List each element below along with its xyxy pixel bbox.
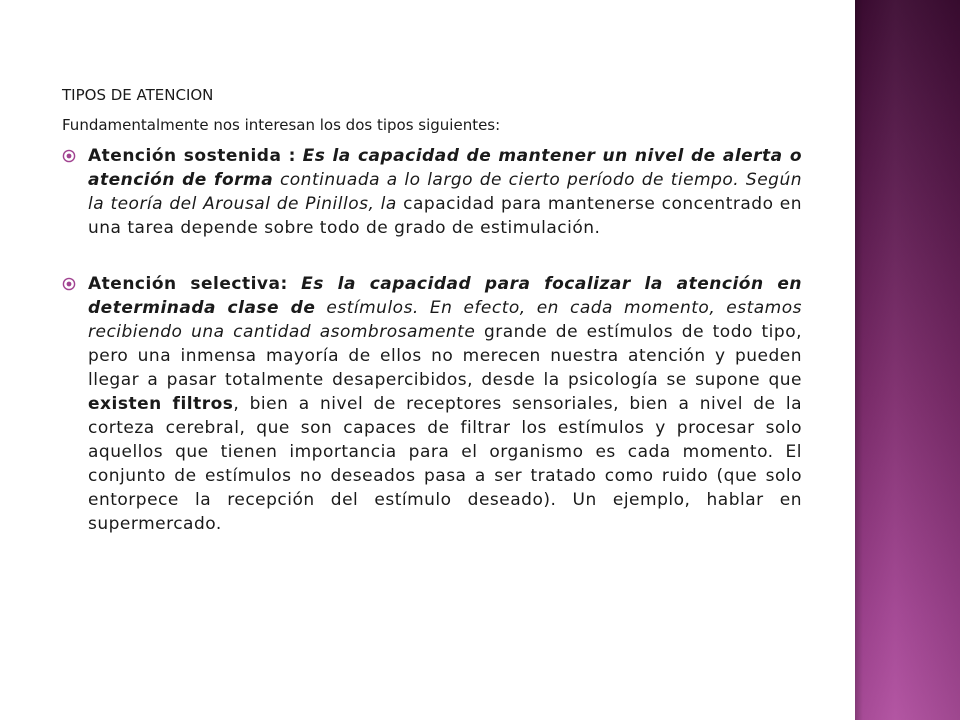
bullet-text-italic: continuada a lo largo de cierto período de tiempo. Según la teoría del Arousal de Pinillos, la	[88, 170, 802, 214]
bullet-item-atencion-sostenida	[62, 144, 802, 240]
bullet-text-bold-italic: Es la capacidad de mantener un nivel de alerta o atención de forma	[88, 146, 803, 190]
bullet-text-regular: , bien a nivel de receptores sensoriales, bien a nivel de la corteza cerebral, que son capaces de filtrar los estímulos y procesar solo aquellos que tienen importancia para el organismo es cada momento. El conjunto de estímulos no deseados pasa a ser tratado como ruido (que solo entorpece la recepción del estímulo deseado). Un ejemplo, hablar en supermercado.	[88, 394, 802, 534]
intro-text: Fundamentalmente nos interesan los dos tipos siguientes:	[62, 116, 501, 134]
circled-dot-bullet-icon	[62, 277, 76, 291]
bullet-text-bold: existen filtros	[88, 394, 234, 414]
bullet-text-regular: capacidad para mantenerse concentrado en una tarea depende sobre todo de grado de estimulación.	[88, 194, 803, 238]
slide-content	[62, 84, 802, 536]
decorative-side-band	[855, 0, 960, 720]
circled-dot-bullet-icon	[62, 149, 76, 163]
bullet-item-atencion-selectiva	[62, 272, 802, 536]
bullet-text-bold-italic: Es la capacidad para focalizar la atención en determinada clase de	[88, 274, 802, 318]
bullet-list	[62, 144, 802, 536]
side-band-sheen	[855, 0, 960, 720]
bullet-text-regular: grande de estímulos de todo tipo, pero una inmensa mayoría de ellos no merecen nuestra atención y pueden llegar a pasar totalmente desapercibidos, desde la psicología se supone que	[88, 322, 803, 390]
bullet-text-italic: estímulos. En efecto, en cada momento, estamos recibiendo una cantidad asombrosamente	[88, 298, 803, 342]
slide-title: TIPOS DE ATENCION	[62, 86, 214, 104]
bullet-heading: Atención selectiva:	[88, 274, 288, 294]
bullet-heading: Atención sostenida :	[88, 146, 296, 166]
